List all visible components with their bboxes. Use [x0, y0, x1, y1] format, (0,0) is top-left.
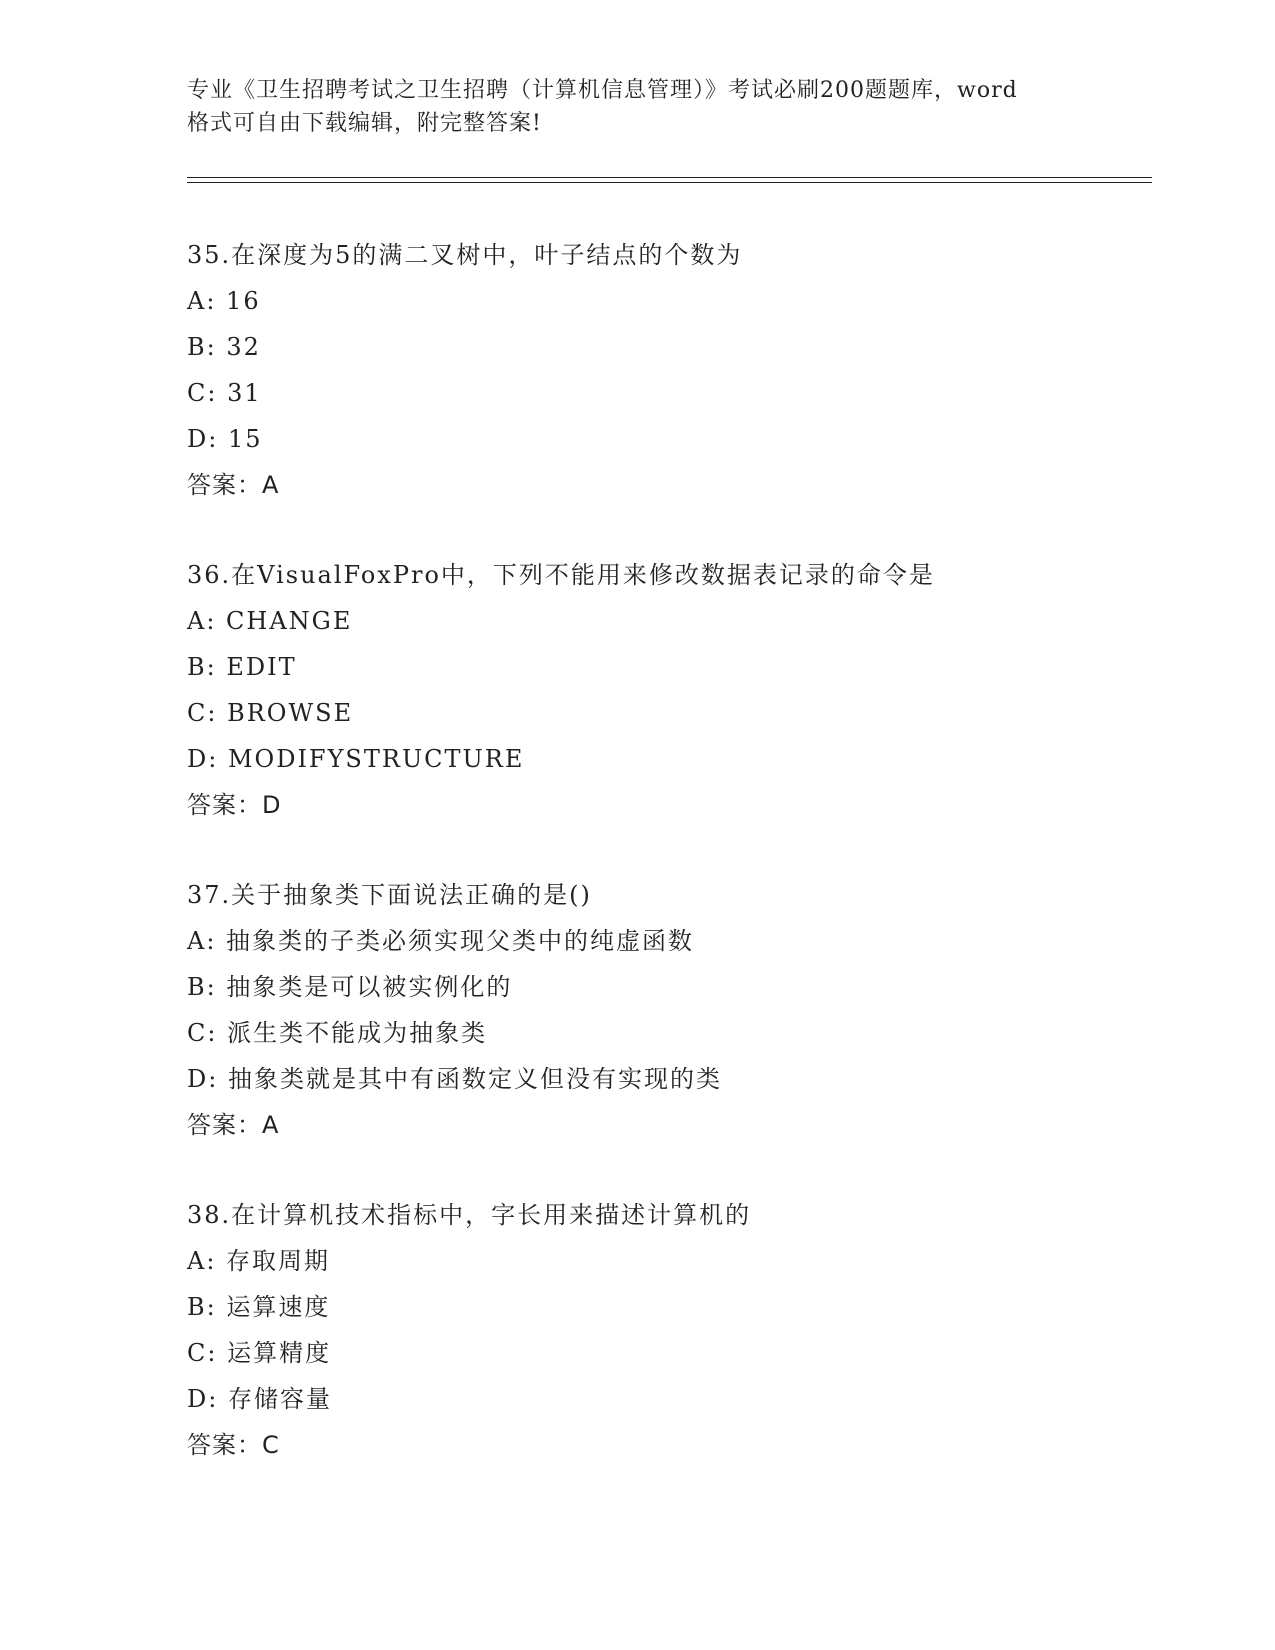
- header-line-2: 格式可自由下载编辑，附完整答案!: [187, 111, 542, 136]
- option-d: D: 抽象类就是其中有函数定义但没有实现的类: [187, 1065, 722, 1093]
- option-a: A: 16: [187, 287, 261, 315]
- question-stem: 36.在VisualFoxPro中，下列不能用来修改数据表记录的命令是: [187, 561, 935, 589]
- question-stem: 37.关于抽象类下面说法正确的是(): [187, 881, 592, 909]
- option-a: A: 抽象类的子类必须实现父类中的纯虚函数: [187, 927, 695, 955]
- option-d: D: 存储容量: [187, 1385, 332, 1413]
- option-d: D: MODIFYSTRUCTURE: [187, 745, 525, 773]
- question-38: [187, 1192, 1187, 1468]
- question-stem: 35.在深度为5的满二叉树中，叶子结点的个数为: [187, 241, 743, 269]
- header-divider-top: [187, 177, 1152, 178]
- option-c: C: BROWSE: [187, 699, 354, 727]
- option-c: C: 运算精度: [187, 1339, 332, 1367]
- option-b: B: EDIT: [187, 653, 297, 681]
- option-a: A: 存取周期: [187, 1247, 331, 1275]
- option-d: D: 15: [187, 425, 263, 453]
- question-35: [187, 232, 1187, 508]
- option-b: B: 抽象类是可以被实例化的: [187, 973, 513, 1001]
- question-stem: 38.在计算机技术指标中，字长用来描述计算机的: [187, 1201, 752, 1229]
- option-a: A: CHANGE: [187, 607, 353, 635]
- option-b: B: 运算速度: [187, 1293, 331, 1321]
- header-line-1: 专业《卫生招聘考试之卫生招聘（计算机信息管理）》考试必刷200题题库，word: [187, 78, 1018, 103]
- option-b: B: 32: [187, 333, 261, 361]
- answer-line: 答案：D: [187, 791, 282, 819]
- answer-line: 答案：A: [187, 471, 280, 499]
- answer-line: 答案：C: [187, 1431, 280, 1459]
- document-header: [187, 74, 1097, 140]
- option-c: C: 派生类不能成为抽象类: [187, 1019, 488, 1047]
- answer-line: 答案：A: [187, 1111, 280, 1139]
- option-c: C: 31: [187, 379, 262, 407]
- question-37: [187, 872, 1187, 1148]
- question-36: [187, 552, 1187, 828]
- header-divider-bottom: [187, 182, 1152, 183]
